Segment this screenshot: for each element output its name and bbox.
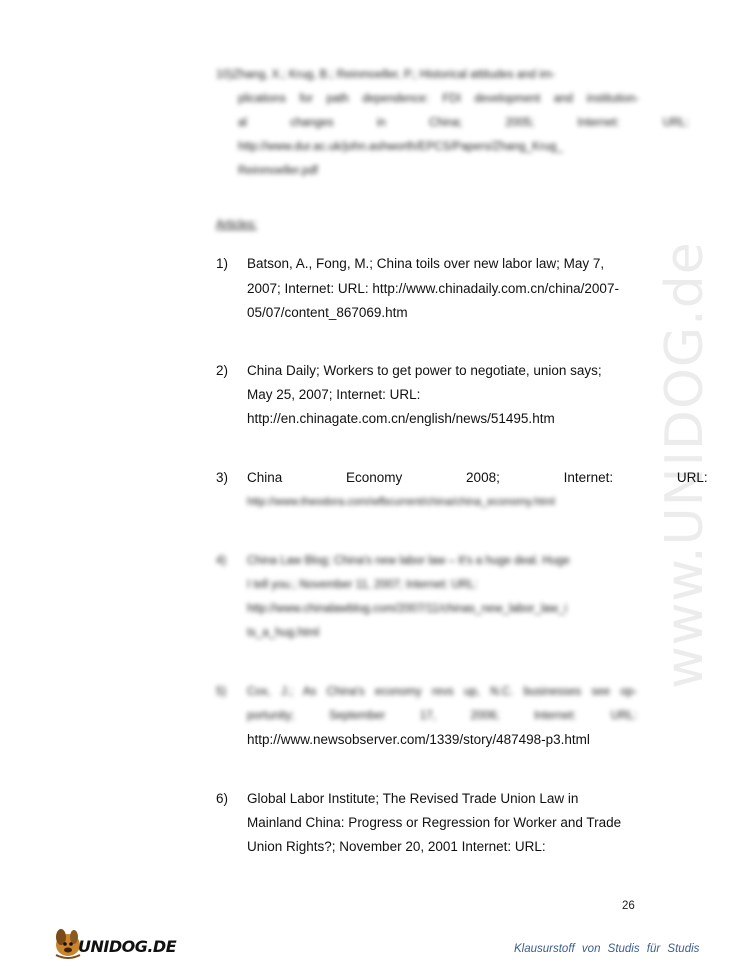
article-line-blurred: http://www.theodora.com/wfbcurrent/china/china_economy.html: [247, 496, 555, 508]
article-line: Batson, A., Fong, M.; China toils over new labor law; May 7,: [247, 256, 605, 271]
article-number: 1): [216, 256, 229, 271]
reference-10-line-1: 10)Zhang, X.; Krug, B.; Reinmoeller, P.; Historical attitudes and im-: [216, 69, 556, 81]
reference-10-line-2: plications for path dependence: FDI development and institution-: [238, 93, 639, 105]
article-number: 6): [216, 791, 229, 806]
footer-tagline: Klausurstoff von Studis für Studis: [514, 943, 700, 955]
article-line: 05/07/content_867069.htm: [247, 305, 408, 320]
article-line: China Economy 2008; Internet: URL:: [247, 470, 708, 485]
article-line: I tell you.; November 11, 2007; Internet: URL:: [247, 579, 478, 591]
reference-10-line-5: Reinmoeller.pdf: [238, 165, 318, 177]
article-line-blurred: portunity; September 17, 2006; Internet: URL:: [247, 710, 637, 722]
article-line: Global Labor Institute; The Revised Trade Union Law in: [247, 791, 579, 806]
watermark: www.UNIDOG.de: [655, 241, 715, 689]
article-line-blurred: Cox, J.; As China's economy revs up, N.C. businesses see op-: [247, 686, 637, 698]
reference-10-line-4: http://www.dur.ac.uk/john.ashworth/EPCS/Papers/Zhang_Krug_: [238, 141, 563, 153]
article-line: China Law Blog; China's new labor law – It's a huge deal. Huge: [247, 555, 570, 567]
article-line: Mainland China: Progress or Regression for Worker and Trade: [247, 815, 622, 830]
article-number: 2): [216, 363, 229, 378]
article-line: May 25, 2007; Internet: URL:: [247, 387, 421, 402]
article-number: 3): [216, 470, 229, 485]
page-number: 26: [622, 900, 635, 912]
article-line: China Daily; Workers to get power to negotiate, union says;: [247, 363, 602, 378]
article-line: http://en.chinagate.com.cn/english/news/51495.htm: [247, 411, 555, 426]
article-line: http://www.newsobserver.com/1339/story/487498-p3.html: [247, 732, 590, 747]
reference-10-line-3: al changes in China; 2005; Internet: URL:: [238, 117, 689, 129]
article-line: http://www.chinalawblog.com/2007/11/chinas_new_labor_law_i: [247, 603, 568, 615]
logo-text: UNIDOG.DE: [78, 937, 177, 956]
articles-heading: Articles:: [216, 219, 257, 231]
article-number: 4): [216, 555, 227, 567]
article-line: 2007; Internet: URL: http://www.chinadaily.com.cn/china/2007-: [247, 281, 619, 296]
article-number: 5): [216, 686, 227, 698]
article-line: ts_a_hug.html: [247, 627, 320, 639]
article-line: Union Rights?; November 20, 2001 Internet: URL:: [247, 839, 546, 854]
